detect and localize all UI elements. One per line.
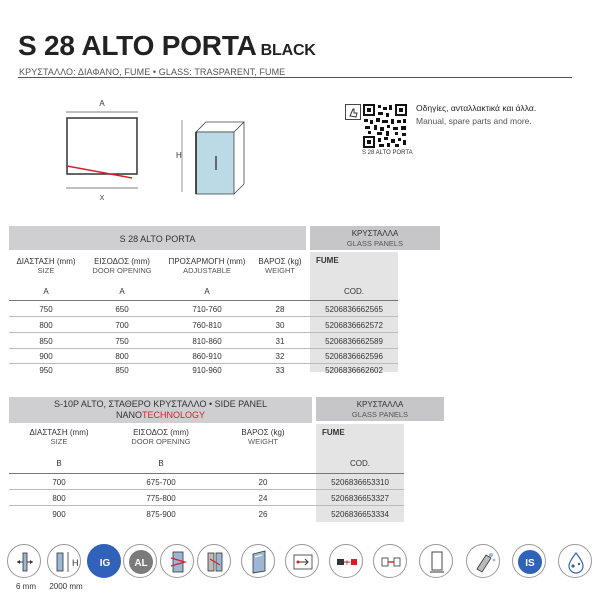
row-divider <box>9 332 398 333</box>
weight-cell: 24 <box>258 494 268 503</box>
door-opening-icon <box>329 544 363 578</box>
adjustable-profile-icon <box>197 544 231 578</box>
table2-nano-label: NANOTECHNOLOGY <box>115 410 206 420</box>
table1-glass-sub: GLASS PANELS <box>346 239 404 248</box>
table1-col3-en: ADJUSTABLE <box>183 266 231 275</box>
size-cell: 850 <box>39 337 53 346</box>
table1-col2-letter: A <box>119 287 125 296</box>
size-cell: 900 <box>52 510 66 519</box>
svg-text:AL: AL <box>134 558 148 569</box>
water-drop-icon <box>558 544 592 578</box>
table1-title: S 28 ALTO PORTA <box>119 234 196 244</box>
enclosure-3d-diagram <box>172 110 252 210</box>
table2-glass-sub: GLASS PANELS <box>351 410 409 419</box>
qr-code-icon[interactable] <box>362 103 408 149</box>
diagram-label-h: H <box>176 151 182 160</box>
table1-col1-letter: A <box>43 287 49 296</box>
al-profile-icon <box>123 544 157 578</box>
code-cell: 5206836662565 <box>325 305 383 314</box>
glass-subtitle: ΚΡΥΣΤΑΛΛΟ: ΔΙΑΦΑΝΟ, FUME • GLASS: TRASPARENT, FUME <box>19 67 286 77</box>
size-cell: 800 <box>52 494 66 503</box>
plan-label-x: X <box>99 195 105 202</box>
table1-col4-gr: ΒΑΡΟΣ (kg) <box>258 257 302 266</box>
qr-text-greek: Οδηγίες, ανταλλακτικά και άλλα. <box>416 103 537 113</box>
row-divider <box>9 348 398 349</box>
table2-col2-en: DOOR OPENING <box>131 437 191 446</box>
page-title: S 28 ALTO PORTA BLACK <box>18 30 316 61</box>
height-icon <box>47 544 81 578</box>
table2-col3-en: WEIGHT <box>248 437 278 446</box>
wall-profile-icon <box>419 544 453 578</box>
door-cell: 850 <box>115 366 129 375</box>
code-cell: 5206836662596 <box>325 352 383 361</box>
size-cell: 950 <box>39 366 53 375</box>
weight-cell: 20 <box>258 478 268 487</box>
adjust-cell: 710-760 <box>192 305 222 314</box>
title-rule <box>18 77 572 78</box>
touch-icon <box>345 104 361 120</box>
code-cell: 5206836662602 <box>325 366 383 375</box>
reversible-icon <box>160 544 194 578</box>
code-cell: 5206836653327 <box>331 494 389 503</box>
adjust-cell: 910-960 <box>192 366 222 375</box>
svg-text:H: H <box>72 558 79 568</box>
qr-caption: S 28 ALTO PORTA <box>362 150 413 156</box>
svg-text:+: + <box>343 558 351 567</box>
height-value: 2000 mm <box>49 582 83 591</box>
table1-col1-en: SIZE <box>37 266 55 275</box>
table2-col1-en: SIZE <box>50 437 68 446</box>
table2-technology: TECHNOLOGY <box>142 410 206 420</box>
code-cell: 5206836653310 <box>331 478 389 487</box>
table2-header-rule <box>9 473 404 474</box>
table2-code-label: COD. <box>350 459 370 468</box>
table2-col1-gr: ΔΙΑΣΤΑΣΗ (mm) <box>29 428 89 437</box>
adjust-cell: 860-910 <box>192 352 222 361</box>
table1-col3-gr: ΠΡΟΣΑΡΜΟΓΗ (mm) <box>168 257 246 266</box>
row-divider <box>9 363 398 364</box>
code-cell: 5206836662572 <box>325 321 383 330</box>
table1-col3-letter: A <box>204 287 210 296</box>
door-cell: 675-700 <box>146 478 176 487</box>
door-cell: 775-800 <box>146 494 176 503</box>
size-cell: 700 <box>52 478 66 487</box>
easy-clean-icon <box>466 544 500 578</box>
glass-thickness-icon <box>7 544 41 578</box>
table1-code-label: COD. <box>344 287 364 296</box>
size-cell: 750 <box>39 305 53 314</box>
code-cell: 5206836662589 <box>325 337 383 346</box>
weight-cell: 30 <box>275 321 285 330</box>
row-divider <box>9 505 404 506</box>
table2-glass-type: FUME <box>322 428 345 437</box>
thickness-value: 6 mm <box>16 582 36 591</box>
qr-text-english: Manual, spare parts and more. <box>416 116 532 126</box>
door-cell: 875-900 <box>146 510 176 519</box>
code-cell: 5206836653334 <box>331 510 389 519</box>
adjust-cell: 760-810 <box>192 321 222 330</box>
weight-cell: 26 <box>258 510 268 519</box>
weight-cell: 33 <box>275 366 285 375</box>
table1-header-rule <box>9 300 398 301</box>
adjust-cell: 810-860 <box>192 337 222 346</box>
row-divider <box>9 489 404 490</box>
table2-glass-title: ΚΡΥΣΤΑΛΛΑ <box>356 400 404 409</box>
ig-hinge-icon <box>87 544 121 578</box>
row-divider <box>9 316 398 317</box>
table1-glass-type: FUME <box>316 256 339 265</box>
table1-col2-en: DOOR OPENING <box>92 266 152 275</box>
table2-col1-letter: B <box>56 459 62 468</box>
installation-icon <box>285 544 319 578</box>
door-cell: 750 <box>115 337 129 346</box>
table2-col2-gr: ΕΙΣΟΔΟΣ (mm) <box>133 428 189 437</box>
glass-panel-icon <box>241 544 275 578</box>
extension-icon <box>373 544 407 578</box>
table1-col1-gr: ΔΙΑΣΤΑΣΗ (mm) <box>16 257 76 266</box>
door-cell: 800 <box>115 352 129 361</box>
size-cell: 900 <box>39 352 53 361</box>
weight-cell: 28 <box>275 305 285 314</box>
plan-label-a: A <box>99 99 105 108</box>
table1-glass-title: ΚΡΥΣΤΑΛΛΑ <box>351 229 399 238</box>
table2-col3-gr: ΒΑΡΟΣ (kg) <box>241 428 285 437</box>
weight-cell: 32 <box>275 352 285 361</box>
svg-text:IG: IG <box>99 558 111 569</box>
title-suffix: BLACK <box>260 42 316 59</box>
table2-col2-letter: B <box>158 459 164 468</box>
is-treatment-icon <box>512 544 546 578</box>
table2-title: S-10P ALTO, ΣΤΑΘΕΡΟ ΚΡΥΣΤΑΛΛΟ • SIDE PANEL <box>54 399 267 409</box>
table1-col4-en: WEIGHT <box>265 266 295 275</box>
plan-diagram <box>60 96 150 206</box>
table1-col2-gr: ΕΙΣΟΔΟΣ (mm) <box>94 257 150 266</box>
weight-cell: 31 <box>275 337 285 346</box>
svg-text:IS: IS <box>525 558 535 569</box>
size-cell: 800 <box>39 321 53 330</box>
door-cell: 650 <box>115 305 129 314</box>
door-cell: 700 <box>115 321 129 330</box>
